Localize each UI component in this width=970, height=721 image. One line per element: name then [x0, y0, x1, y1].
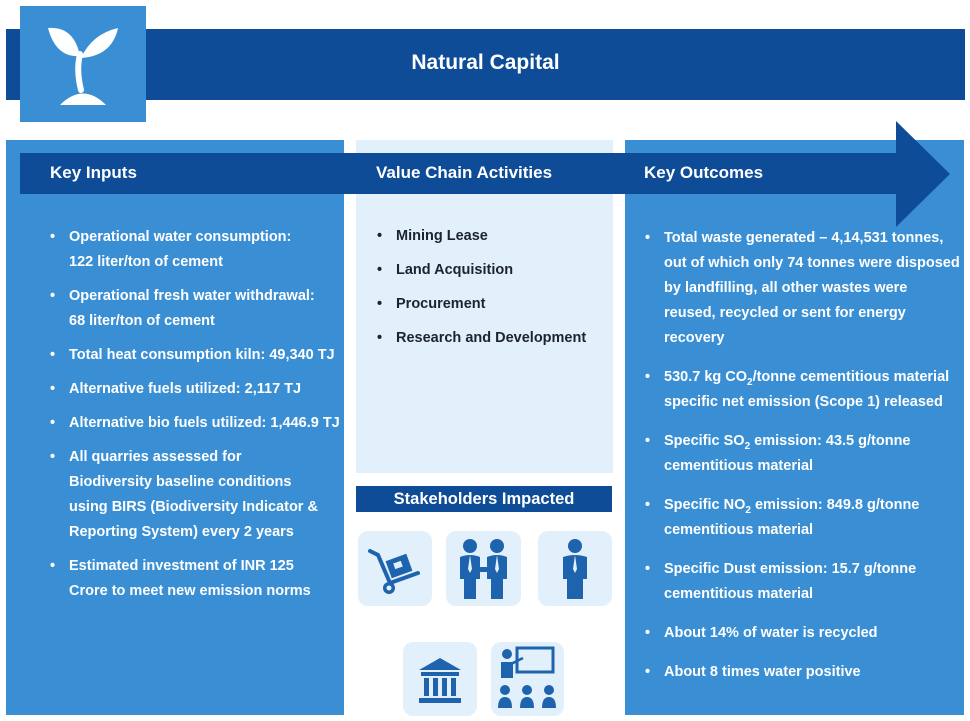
list-item: • Specific $NO_2$ emission: 849.8 g/tonne cementitious material — [645, 493, 960, 543]
bullet-icon: • — [50, 381, 56, 397]
bullet-icon: • — [645, 664, 651, 680]
bullet-icon: • — [377, 296, 383, 312]
government-building-icon — [403, 642, 477, 716]
list-item: • All quarries assessed for Biodiversity baseline conditions using BIRS (Biodiversity Indicator & Reporting System) every 2 years — [50, 445, 340, 545]
community-training-icon — [491, 642, 564, 716]
key-outcomes-list — [645, 226, 960, 699]
list-item: • About 14% of water is recycled — [645, 621, 960, 646]
bullet-icon: • — [645, 497, 651, 513]
list-item: • Operational fresh water withdrawal: 68 liter/ton of cement — [50, 284, 340, 334]
bullet-icon: • — [50, 558, 56, 574]
hand-truck-icon — [358, 531, 432, 606]
header-bar — [6, 29, 965, 100]
bullet-icon: • — [50, 229, 56, 245]
list-item: • Estimated investment of INR 125 Crore to meet new emission norms — [50, 554, 340, 604]
stakeholder-tile-employees — [538, 531, 612, 606]
stakeholder-tile-partners — [446, 531, 521, 606]
list-item: • Specific Dust emission: 15.7 g/tonne cementitious material — [645, 557, 960, 607]
value-chain-list — [377, 224, 607, 360]
stakeholders-bar — [356, 486, 612, 512]
list-item: • 530.7 kg $CO_2$/tonne cementitious material specific net emission (Scope 1) released — [645, 365, 960, 415]
key-outcomes-heading: Key Outcomes — [644, 163, 764, 182]
bullet-icon: • — [377, 262, 383, 278]
list-item: • Total heat consumption kiln: 49,340 TJ — [50, 343, 340, 368]
partners-handshake-icon — [446, 531, 521, 606]
stakeholder-tile-suppliers — [358, 531, 432, 606]
list-item: • Mining Lease — [377, 224, 607, 249]
logo — [20, 6, 146, 122]
plant-sprout-icon — [20, 6, 146, 122]
list-item: • Total waste generated – 4,14,531 tonnes, out of which only 74 tonnes were disposed by landfilling, all other wastes were reused, recycled or sent for energy recovery — [645, 226, 960, 351]
bullet-icon: • — [645, 230, 651, 246]
bullet-icon: • — [645, 369, 651, 385]
arrow-head-icon — [896, 121, 950, 227]
list-item: • About 8 times water positive — [645, 660, 960, 685]
bullet-icon: • — [50, 449, 56, 465]
list-item: • Alternative bio fuels utilized: 1,446.9 TJ — [50, 411, 340, 436]
employee-icon — [538, 531, 612, 606]
list-item: • Alternative fuels utilized: 2,117 TJ — [50, 377, 340, 402]
stakeholder-tile-community — [491, 642, 564, 716]
bullet-icon: • — [377, 228, 383, 244]
key-inputs-list — [50, 225, 340, 613]
list-item: • Specific $SO_2$ emission: 43.5 g/tonne cementitious material — [645, 429, 960, 479]
stakeholder-tile-government — [403, 642, 477, 716]
list-item: • Procurement — [377, 292, 607, 317]
bullet-icon: • — [377, 330, 383, 346]
bullet-icon: • — [645, 561, 651, 577]
list-item: • Land Acquisition — [377, 258, 607, 283]
stakeholders-title: Stakeholders Impacted — [393, 490, 575, 508]
bullet-icon: • — [50, 288, 56, 304]
page-title: Natural Capital — [411, 51, 560, 74]
value-chain-heading: Value Chain Activities — [376, 163, 553, 182]
bullet-icon: • — [645, 625, 651, 641]
bullet-icon: • — [50, 347, 56, 363]
list-item: • Operational water consumption: 122 liter/ton of cement — [50, 225, 340, 275]
bullet-icon: • — [50, 415, 56, 431]
key-inputs-heading: Key Inputs — [50, 163, 137, 182]
list-item: • Research and Development — [377, 326, 607, 351]
bullet-icon: • — [645, 433, 651, 449]
